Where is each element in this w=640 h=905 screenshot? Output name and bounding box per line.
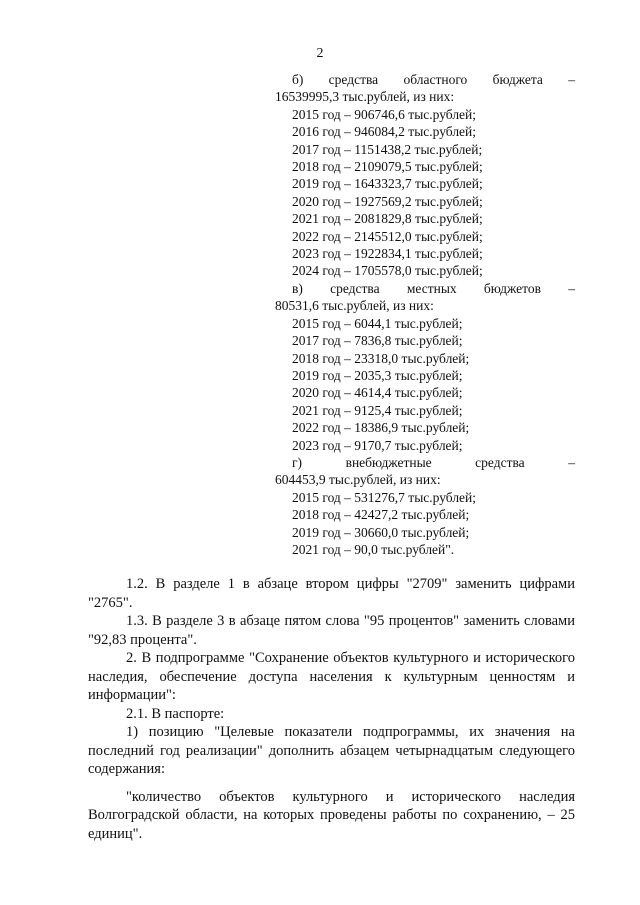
extra-year-line: 2015 год – 531276,7 тыс.рублей; — [292, 489, 477, 505]
local-year-line: 2017 год – 7836,8 тыс.рублей; — [292, 333, 463, 349]
extra-budget-total: 604453,9 тыс.рублей, из них: — [275, 472, 441, 488]
local-budget-heading: в) средства местных бюджетов – — [292, 280, 575, 296]
local-year-line: 2021 год – 9125,4 тыс.рублей; — [292, 402, 463, 418]
extra-year-line: 2018 год – 42427,2 тыс.рублей; — [292, 507, 470, 523]
extra-year-line: 2021 год – 90,0 тыс.рублей". — [292, 541, 455, 557]
regional-budget-heading: б) средства областного бюджета – — [292, 72, 575, 87]
extra-year-line: 2019 год – 30660,0 тыс.рублей; — [292, 524, 470, 540]
regional-year-line: 2015 год – 906746,6 тыс.рублей; — [292, 106, 477, 122]
paragraph-1-2: 1.2. В разделе 1 в абзаце втором цифры "2709" заменить цифрами "2765". — [88, 576, 575, 611]
regional-budget-total: 16539995,3 тыс.рублей, из них: — [275, 89, 455, 105]
local-year-line: 2023 год – 9170,7 тыс.рублей; — [292, 437, 463, 453]
paragraph-2-1: 2.1. В паспорте: — [126, 705, 225, 722]
local-year-line: 2020 год – 4614,4 тыс.рублей; — [292, 385, 463, 401]
local-year-line: 2015 год – 6044,1 тыс.рублей; — [292, 315, 463, 331]
regional-year-line: 2023 год – 1922834,1 тыс.рублей; — [292, 246, 483, 262]
main-text — [88, 575, 575, 843]
local-year-line: 2022 год – 18386,9 тыс.рублей; — [292, 420, 470, 436]
regional-year-line: 2020 год – 1927569,2 тыс.рублей; — [292, 193, 483, 209]
local-year-line: 2019 год – 2035,3 тыс.рублей; — [292, 367, 463, 383]
regional-year-line: 2021 год – 2081829,8 тыс.рублей; — [292, 211, 483, 227]
regional-year-line: 2016 год – 946084,2 тыс.рублей; — [292, 124, 477, 140]
local-budget-total: 80531,6 тыс.рублей, из них: — [275, 298, 434, 314]
page-number: 2 — [316, 46, 324, 61]
extra-budget-heading: г) внебюджетные средства – — [292, 454, 575, 470]
paragraph-2: 2. В подпрограмме "Сохранение объектов культурного и исторического наследия, обеспечение доступа населения к культурным ценностям и информации": — [88, 650, 575, 703]
regional-year-line: 2018 год – 2109079,5 тыс.рублей; — [292, 159, 483, 175]
paragraph-2-1-1: 1) позицию "Целевые показатели подпрограммы, их значения на последний год реализации" дополнить абзацем четырнадцатым следующего содержания: — [88, 724, 575, 777]
local-year-line: 2018 год – 23318,0 тыс.рублей; — [292, 350, 470, 366]
regional-year-line: 2017 год – 1151438,2 тыс.рублей; — [292, 141, 483, 157]
regional-year-line: 2019 год – 1643323,7 тыс.рублей; — [292, 176, 483, 192]
paragraph-1-3: 1.3. В разделе 3 в абзаце пятом слова "95 процентов" заменить словами "92,83 процента". — [88, 613, 575, 648]
regional-year-line: 2022 год – 2145512,0 тыс.рублей; — [292, 228, 483, 244]
funding-column — [275, 71, 575, 558]
quoted-paragraph: "количество объектов культурного и исторического наследия Волгоградской области, на которых проведены работы по сохранению, – 25 единиц". — [88, 788, 575, 842]
regional-year-line: 2024 год – 1705578,0 тыс.рублей; — [292, 263, 483, 279]
